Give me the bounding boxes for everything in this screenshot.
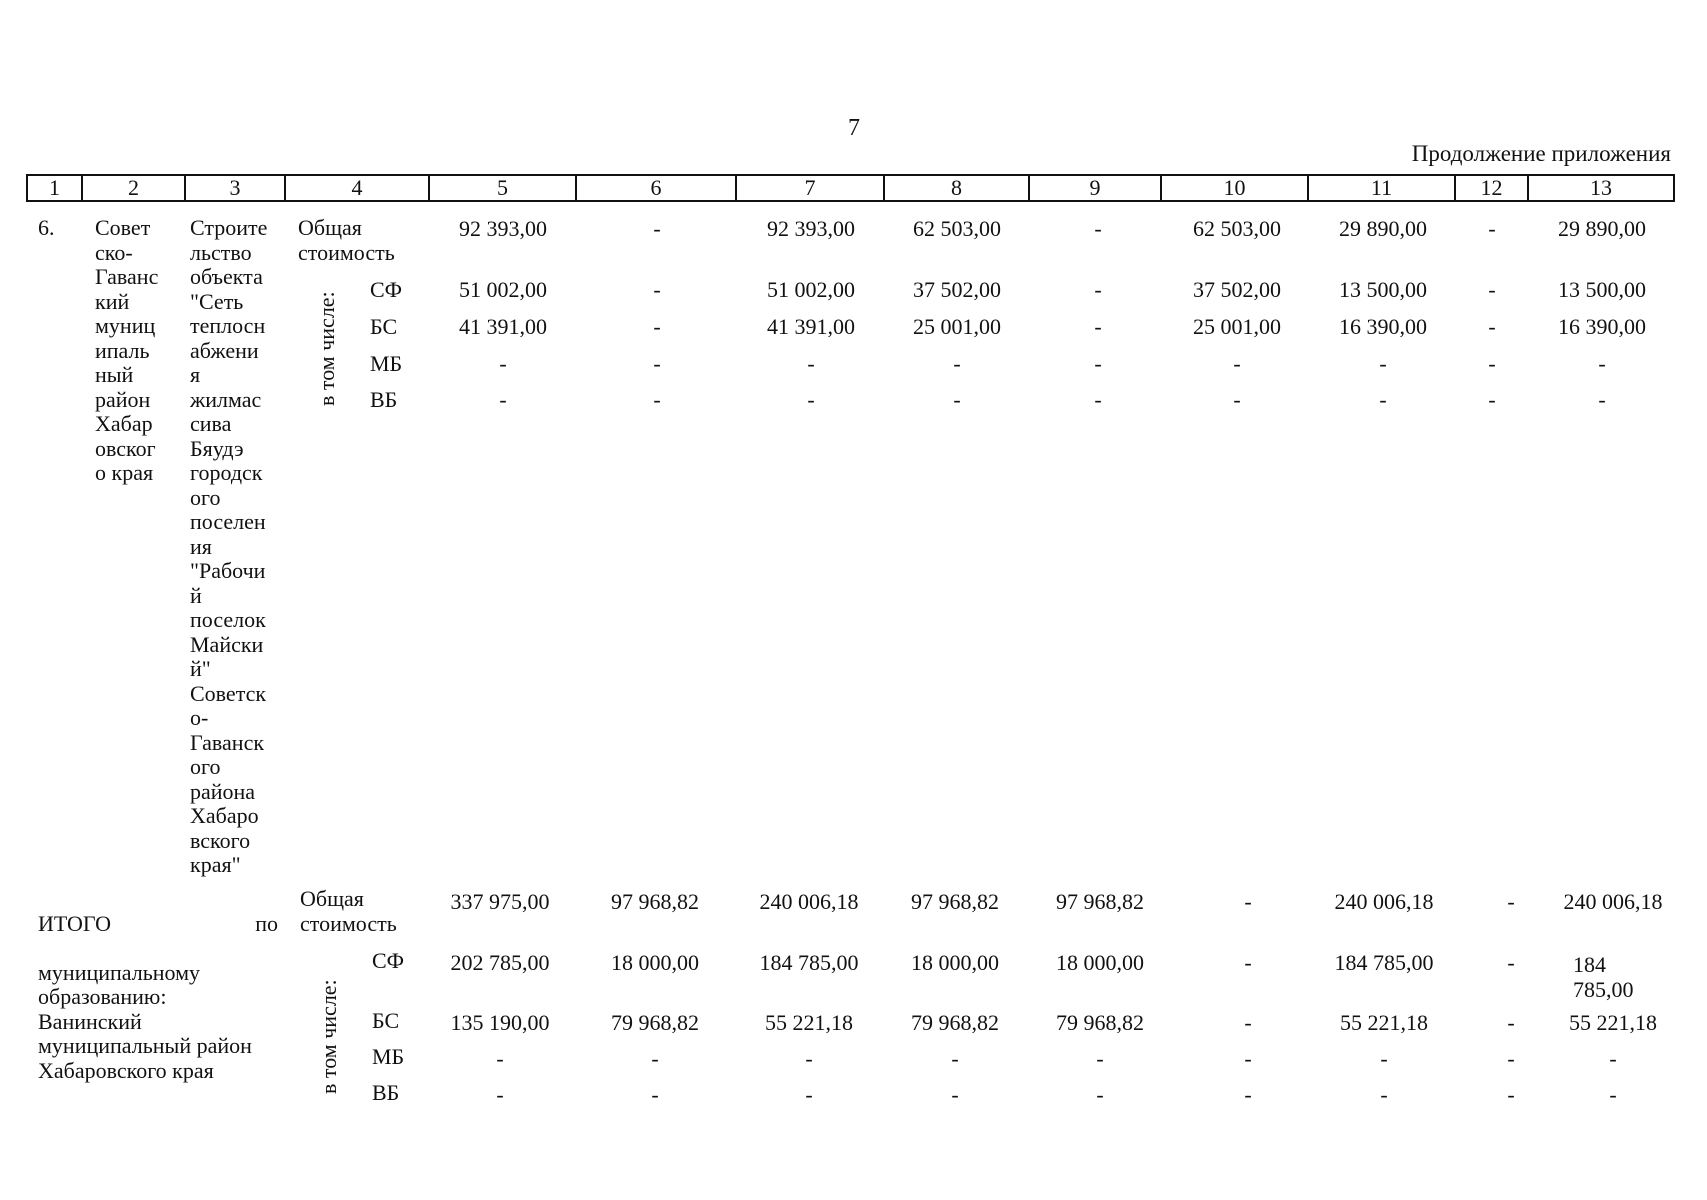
value-cell: 202 785,00 [450, 950, 550, 975]
header-cell-label: 5 [497, 175, 508, 200]
object-cell: Строите льство объекта "Сеть теплосн абжени я жилмас сива Бяудэ городск ого поселен ия "Рабочи й поселок Майски й" Советск о- Гаванск ого района Хабаро вского края" [190, 215, 268, 877]
value-cell: 92 393,00 [767, 216, 855, 241]
value-cell: - [1244, 1046, 1252, 1071]
value-cell: - [1244, 889, 1252, 914]
value-cell: - [807, 351, 815, 376]
header-cell [1162, 174, 1309, 202]
value-cell: - [1096, 1082, 1104, 1107]
value-cell: 51 002,00 [767, 277, 855, 302]
value-cell: - [499, 351, 507, 376]
header-cell-label: 3 [229, 175, 241, 200]
value-cell: - [1096, 1046, 1104, 1071]
fund-label: ВБ [370, 387, 398, 412]
value-cell: - [1094, 277, 1102, 302]
header-cell [26, 174, 83, 202]
value-cell: - [1598, 351, 1606, 376]
value-cell: - [1488, 277, 1496, 302]
value-cell: 37 502,00 [1193, 277, 1281, 302]
value-cell: - [953, 387, 961, 412]
header-cell-label: 8 [951, 175, 962, 200]
value-cell: - [1094, 314, 1102, 339]
header-cell-label: 2 [128, 175, 139, 200]
fund-label: СФ [372, 948, 405, 973]
value-cell: 55 221,18 [765, 1010, 853, 1035]
value-cell: - [651, 1082, 659, 1107]
value-cell: - [653, 216, 661, 241]
value-cell: 55 221,18 [1569, 1010, 1657, 1035]
header-cell [577, 174, 737, 202]
value-cell: - [1507, 889, 1515, 914]
value-cell: 97 968,82 [911, 889, 999, 914]
value-cell: 92 393,00 [459, 216, 547, 241]
fund-label: МБ [372, 1044, 405, 1069]
value-cell: - [807, 387, 815, 412]
value-cell: 97 968,82 [611, 889, 699, 914]
header-cell-label: 11 [1370, 175, 1393, 200]
row-number: 6. [38, 215, 55, 240]
value-cell: - [1379, 387, 1387, 412]
value-cell: - [805, 1082, 813, 1107]
header-cell [1456, 174, 1529, 202]
value-cell: 62 503,00 [913, 216, 1001, 241]
header-cell [1309, 174, 1456, 202]
value-cell: 184 785,00 [1573, 952, 1634, 1002]
value-cell: - [1609, 1046, 1617, 1071]
header-cell-label: 9 [1089, 175, 1101, 200]
value-cell: 25 001,00 [1193, 314, 1281, 339]
total-cost-label: Общая стоимость [298, 215, 395, 265]
value-cell: 18 000,00 [611, 950, 699, 975]
value-cell: - [1488, 351, 1496, 376]
value-cell: - [1488, 216, 1496, 241]
value-cell: 29 890,00 [1558, 216, 1646, 241]
value-cell: 337 975,00 [450, 889, 550, 914]
value-cell: 37 502,00 [913, 277, 1001, 302]
header-cell [1030, 174, 1162, 202]
header-cell [186, 174, 286, 202]
value-cell: - [1094, 387, 1102, 412]
header-cell [286, 174, 430, 202]
value-cell: - [1380, 1082, 1388, 1107]
value-cell: 79 968,82 [611, 1010, 699, 1035]
value-cell: - [951, 1082, 959, 1107]
value-cell: - [1507, 1046, 1515, 1071]
total-label [38, 887, 278, 1108]
municipality-cell: Совет ско- Гаванс кий муниц ипаль ный район Хабар овског о края [95, 215, 159, 485]
value-cell: 16 390,00 [1339, 314, 1427, 339]
value-cell: - [653, 351, 661, 376]
value-cell: - [1244, 950, 1252, 975]
value-cell: 240 006,18 [1334, 889, 1434, 914]
value-cell: 25 001,00 [913, 314, 1001, 339]
value-cell: - [1507, 1082, 1515, 1107]
value-cell: - [1598, 387, 1606, 412]
value-cell: - [1233, 351, 1241, 376]
value-cell: 55 221,18 [1340, 1010, 1428, 1035]
header-cell-label: 4 [351, 175, 363, 200]
header-cell [737, 174, 885, 202]
page-number: 7 [848, 115, 860, 141]
value-cell: - [1488, 387, 1496, 412]
value-cell: - [1507, 950, 1515, 975]
value-cell: 13 500,00 [1339, 277, 1427, 302]
fund-label: СФ [370, 277, 403, 302]
value-cell: - [1244, 1082, 1252, 1107]
fund-label: МБ [370, 351, 403, 376]
total-cost-label: Общая стоимость [300, 886, 397, 936]
value-cell: 79 968,82 [1056, 1010, 1144, 1035]
value-cell: - [1094, 351, 1102, 376]
total-label-word: ИТОГО [38, 910, 111, 936]
value-cell: 29 890,00 [1339, 216, 1427, 241]
value-cell: 135 190,00 [450, 1010, 550, 1035]
value-cell: - [1094, 216, 1102, 241]
header-cell [885, 174, 1030, 202]
continuation-label: Продолжение приложения [1411, 141, 1671, 166]
header-cell-label: 1 [49, 175, 60, 200]
value-cell: 18 000,00 [911, 950, 999, 975]
value-cell: - [653, 387, 661, 412]
value-cell: 240 006,18 [1563, 889, 1663, 914]
value-cell: - [1379, 351, 1387, 376]
total-label-word: по [255, 910, 278, 936]
header-cell-label: 13 [1590, 175, 1612, 200]
value-cell: - [1380, 1046, 1388, 1071]
header-cell-label: 6 [650, 175, 662, 200]
value-cell: - [951, 1046, 959, 1071]
header-cell-label: 12 [1480, 175, 1503, 200]
fund-label: ВБ [372, 1080, 400, 1105]
including-label: в том числе: [316, 979, 341, 1094]
value-cell: 97 968,82 [1056, 889, 1144, 914]
header-cell [1529, 174, 1675, 202]
value-cell: 184 785,00 [1334, 950, 1434, 975]
total-label-rest: муниципальному образованию: Ванинский муниципальный район Хабаровского края [38, 959, 252, 1083]
fund-label: БС [372, 1008, 400, 1033]
value-cell: - [1609, 1082, 1617, 1107]
value-cell: - [653, 314, 661, 339]
value-cell: - [1507, 1010, 1515, 1035]
header-cell-label: 10 [1223, 175, 1246, 200]
value-cell: - [499, 387, 507, 412]
including-label: в том числе: [314, 291, 339, 406]
value-cell: 41 391,00 [459, 314, 547, 339]
value-cell: 184 785,00 [759, 950, 859, 975]
value-cell: 18 000,00 [1056, 950, 1144, 975]
header-cell-label: 7 [804, 175, 816, 200]
value-cell: - [651, 1046, 659, 1071]
value-cell: 51 002,00 [459, 277, 547, 302]
value-cell: - [653, 277, 661, 302]
fund-label: БС [370, 314, 398, 339]
value-cell: - [496, 1082, 504, 1107]
header-cell [430, 174, 577, 202]
value-cell: - [1233, 387, 1241, 412]
value-cell: 13 500,00 [1558, 277, 1646, 302]
header-cell [83, 174, 186, 202]
value-cell: 16 390,00 [1558, 314, 1646, 339]
value-cell: - [953, 351, 961, 376]
value-cell: - [805, 1046, 813, 1071]
value-cell: - [496, 1046, 504, 1071]
value-cell: 62 503,00 [1193, 216, 1281, 241]
value-cell: 240 006,18 [759, 889, 859, 914]
value-cell: 79 968,82 [911, 1010, 999, 1035]
value-cell: - [1244, 1010, 1252, 1035]
value-cell: - [1488, 314, 1496, 339]
value-cell: 41 391,00 [767, 314, 855, 339]
